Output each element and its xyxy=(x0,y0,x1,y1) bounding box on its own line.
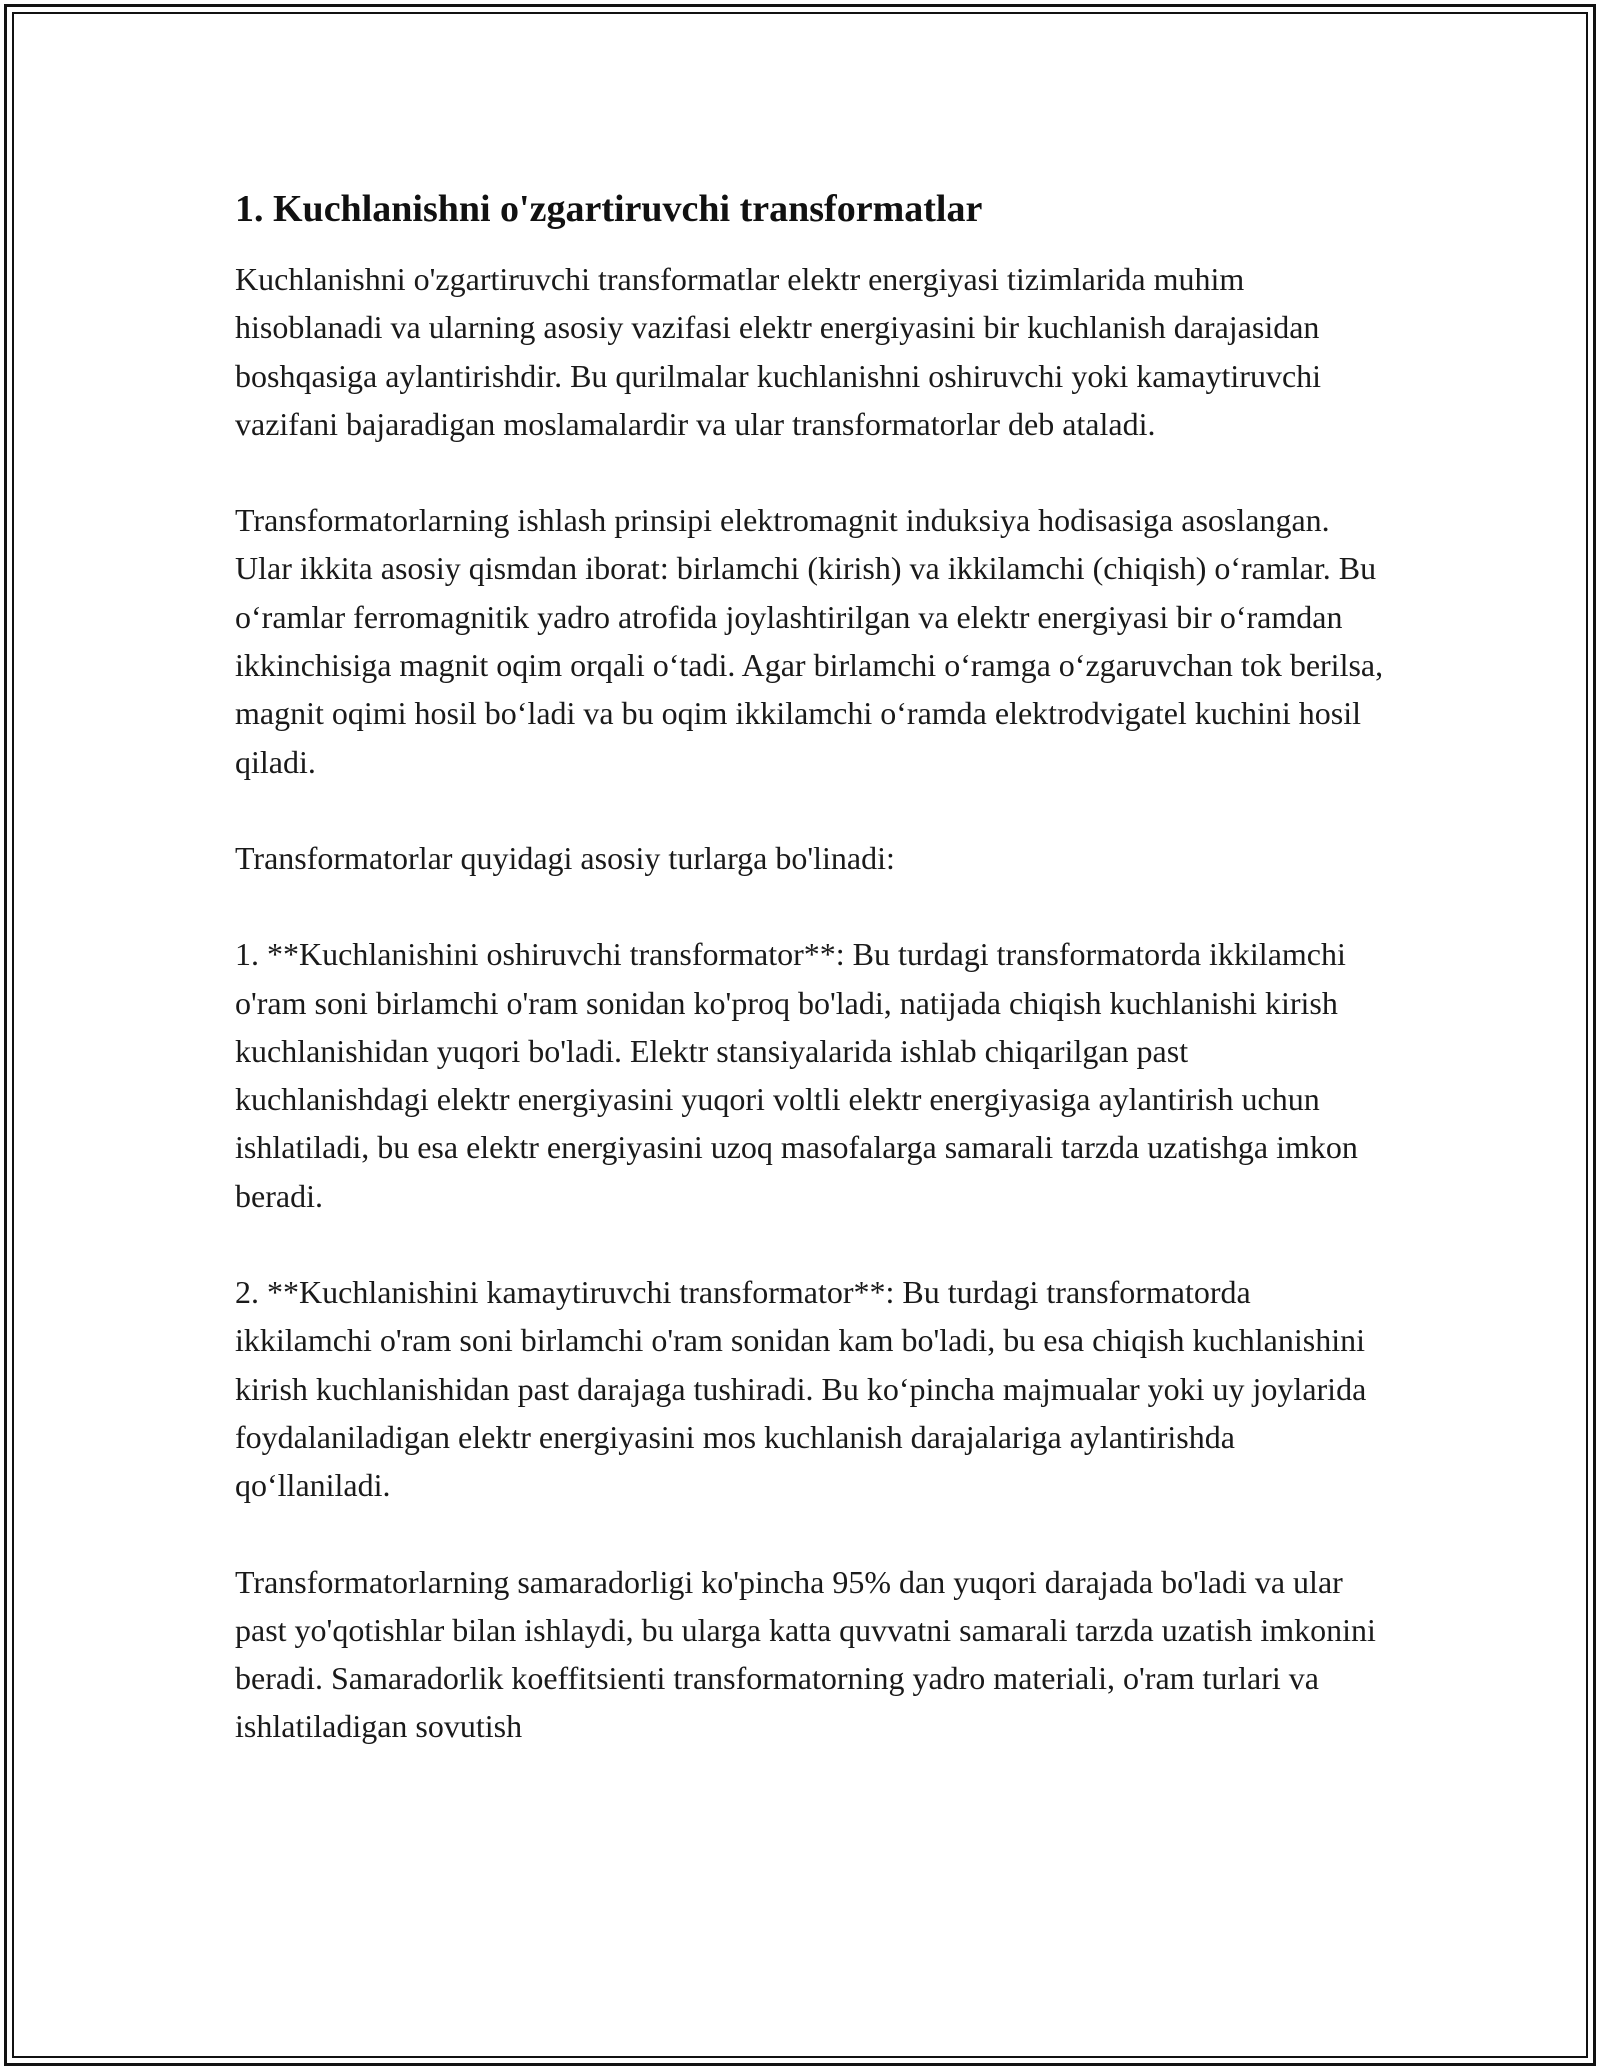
paragraph-intro: Kuchlanishni o'zgartiruvchi transformatlar elektr energiyasi tizimlarida muhim hisoblanadi va ularning asosiy vazifasi elektr energiyasini bir kuchlanish darajasidan boshqasiga aylantirishdir. Bu qurilmalar kuchlanishni oshiruvchi yoki kamaytiruvchi vazifani bajaradigan moslamalardir va ular transformatorlar deb ataladi. xyxy=(235,261,1322,442)
paragraph-working-principle: Transformatorlarning ishlash prinsipi elektromagnit induksiya hodisasiga asoslangan. Ular ikkita asosiy qismdan iborat: birlamchi (kirish) va ikkilamchi (chiqish) o‘ramlar. Bu o‘ramlar ferromagnitik yadro atrofida joylashtirilgan va elektr energiyasi bir o‘ramdan ikkinchisiga magnit oqim orqali o‘tadi. Agar birlamchi o‘ramga o‘zgaruvchan tok berilsa, magnit oqimi hosil bo‘ladi va bu oqim ikkilamchi o‘ramda elektrodvigatel kuchini hosil qiladi. xyxy=(235,502,1384,780)
paragraph-step-down: 2. **Kuchlanishini kamaytiruvchi transformator**: Bu turdagi transformatorda ikkilamchi o'ram soni birlamchi o'ram sonidan kam bo'ladi, bu esa chiqish kuchlanishini kirish kuchlanishidan past darajaga tushiradi. Bu ko‘pincha majmualar yoki uy joylarida foydalaniladigan elektr energiyasini mos kuchlanish darajalariga aylantirishda qo‘llaniladi. xyxy=(235,1274,1367,1504)
paragraph-step-up: 1. **Kuchlanishini oshiruvchi transformator**: Bu turdagi transformatorda ikkilamchi o'ram soni birlamchi o'ram sonidan ko'proq bo'ladi, natijada chiqish kuchlanishi kirish kuchlanishidan yuqori bo'ladi. Elektr stansiyalarida ishlab chiqarilgan past kuchlanishdagi elektr energiyasini yuqori voltli elektr energiyasiga aylantirish uchun ishlatiladi, bu esa elektr energiyasini uzoq masofalarga samarali tarzda uzatishga imkon beradi. xyxy=(235,936,1358,1214)
paragraph-types-intro: Transformatorlar quyidagi asosiy turlarga bo'linadi: xyxy=(235,839,895,876)
paragraph-efficiency: Transformatorlarning samaradorligi ko'pincha 95% dan yuqori darajada bo'ladi va ular past yo'qotishlar bilan ishlaydi, bu ularga katta quvvatni samarali tarzda uzatish imkonini beradi. Samaradorlik koeffitsienti transformatorning yadro materiali, o'ram turlari va ishlatiladigan sovutish xyxy=(235,1563,1376,1745)
document-title: 1. Kuchlanishni o'zgartiruvchi transformatlar xyxy=(235,188,983,230)
document-body xyxy=(235,185,1385,1799)
